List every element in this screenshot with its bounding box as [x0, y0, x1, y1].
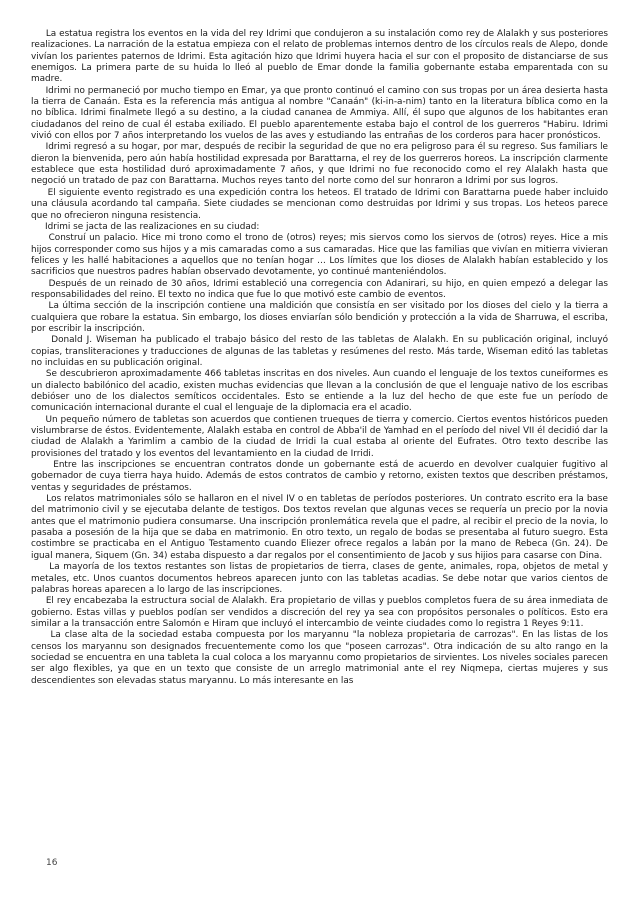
paragraph-wiseman: Donald J. Wiseman ha publicado el trabajo básico del resto de las tabletas de Alalakh. En su publicación original, incluyó copias, transliteraciones y traducciones de algunas de las tabletas y resúmenes del resto. Más tarde, Wiseman editó las tabletas no incluidas en su publicación original. — [31, 335, 611, 368]
paragraph-maryannu: La clase alta de la sociedad estaba compuesta por los maryannu "la nobleza propietaria de carrozas". En las listas de los censos los maryannu son designados frecuentemente como los que "poseen carrozas". Otra indicación de su alto rango en la sociedad se encuentra en una tableta la cual coloca a los maryannu como propietarios de sirvientes. Los niveles sociales parecen ser algo flexibles, ya que en un texto que consiste de un arreglo matrimonial ante el rey Niqmepa, ciertas mujeres y sus descendientes son elevadas status maryannu. Lo más interesante en las — [31, 630, 611, 686]
paragraph-tablets-levels: Se descubrieron aproximadamente 466 tabletas inscritas en dos niveles. Aun cuando el lenguaje de los textos cuneiformes es un dialecto babilónico del acadio, existen muchas evidencias que llevan a la conclusión de que el lenguaje nativo de los escribas debióser uno de los dialectos semíticos occidentales. Esto se entiende a la luz del hecho de que este fue un período de comunicación internacional durante el cual el lenguaje de la diplomacia era el acadio. — [31, 369, 611, 414]
paragraph-hittite-expedition: El siguiente evento registrado es una expedición contra los heteos. El tratado de Idrimi con Barattarna puede haber incluido una cláusula acordando tal campaña. Siete ciudades se mencionan como destruidas por Idrimi y sus tropas. Los heteos parece que no ofrecieron ninguna resistencia. — [31, 187, 611, 221]
paragraph-marriage: Los relatos matrimoniales sólo se hallaron en el nivel IV o en tabletas de períodos posteriores. Un contrato escrito era la base del matrimonio civil y se ejecutaba delante de testigos. Dos textos revelan que algunas veces se requería un precio por la novia antes que el matrimonio pudiera consumarse. Una inscripción pronlemática revela que el padre, al recibir el precio de la novia, lo pasaba a posesión de la hija que se daba en matrimonio. En otro texto, un regalo de bodas se presentaba al futuro suegro. Esta costimbre se practicaba en el Antiguo Testamento cuando Eliezer ofrece regalos a labán por la mano de Rebeca (Gn. 24). De igual manera, Siquem (Gn. 34) estaba dispuesto a dar regalos por el consentimiento de Jacob y sus hijios para casarse con Dina. — [31, 494, 611, 561]
paragraph-coregency: Después de un reinado de 30 años, Idrimi estableció una corregencia con Adanirari, su hijo, en quien empezó a delegar las responsabilidades del reino. El texto no indica que fue lo que motivó este cambio de eventos. — [31, 278, 611, 300]
paragraph-quote-palace: Construí un palacio. Hice mi trono como el trono de (otros) reyes; mis siervos como los siervos de (otros) reyes. Hice a mis hijos corresponder como sus hijos y a mis camaradas como a sus camaradas. Hice que las familias que vivían en mitierra vivieran felices y les hallé habitaciones a aquellos que no tenían hogar … Los límites que los dioses de Alalakh habían establecido y los sacrificios que nuestros padres habían observado devotamente, yo continué manteniéndolos. — [31, 233, 611, 278]
paragraph-curse: La última sección de la inscripción contiene una maldición que consistía en ser visitado por los dioses del cielo y la tierra a cualquiera que robare la estatua. Sin embargo, los dioses enviarían sólo bendición y protección a la vida de Sharruwa, el escriba, por escribir la inscripción. — [31, 301, 611, 334]
paragraph-boast-intro: Idrimi se jacta de las realizaciones en su ciudad: — [31, 221, 260, 232]
body-text — [31, 29, 611, 687]
paragraph-emar-canaan: Idrimi no permaneció por mucho tiempo en Emar, ya que pronto continuó el camino con sus tropas por un área desierta hasta la tierra de Canaán. Esta es la referencia más antigua al nombre "Canaán" (ki-in-a-nim) tanto en la literatura bíblica como en la no bíblica. Idrimi finalmete llegó a su destino, a la ciudad cananea de Ammiya. Allí, él supo que algunos de los habitantes eran ciudadanos del reino de cual él estaba exiliado. El pueblo aparentemente estaba bajo el control de los guerreros "Habiru. Idrimi vivió con ellos por 7 años interpretando los vuelos de las aves y estudiando las entrañas de los corderos para hacer pronósticos. — [31, 85, 611, 142]
page-number: 16 — [46, 858, 58, 868]
paragraph-statue-events: La estatua registra los eventos en la vida del rey Idrimi que condujeron a su instalación como rey de Alalakh y sus posteriores realizaciones. La narración de la estatua empieza con el relato de problemas internos dentro de los círculos reals de Alepo, donde vivían los parientes paternos de Idrimi. Esta agitación hizo que Idrimi huyera hacia el sur con el proposito de distanciarse de sus enemigos. La primera parte de su huida lo lleó al pueblo de Emar donde la familia gobernante estaba emparentada con su madre. — [31, 29, 611, 85]
paragraph-fugitive-contracts: Entre las inscripciones se encuentran contratos donde un gobernante está de acuerdo en devolver cualquier fugitivo al gobernador de cuya tierra haya huido. Además de estos contratos de cambio y retorno, existen textos que describen préstamos, ventas y seguridades de préstamos. — [31, 460, 611, 493]
paragraph-return-home: Idrimi regresó a su hogar, por mar, después de recibir la seguridad de que no era peligroso para él su regreso. Sus familiars le dieron la bienvenida, pero aún había hostilidad expresada por Barattarna, el rey de los guerreros horeos. La inscripción clarmente establece que esta hostilidad duró aproximadamente 7 años, y que Idrimi no fue reconocido como el rey Alalakh hasta que negoció un tratado de paz con Barattarna. Muchos reyes tanto del norte como del sur honraron a Idrimi por sus logros. — [31, 142, 611, 187]
paragraph-trade-agreements: Un pequeño número de tabletas son acuerdos que contienen trueques de tierra y comercio. Ciertos eventos históricos pueden vislumbrarse de éstos. Evidentemente, Alalakh estaba en control de Abba'il de Yamhad en el período del nivel VII él decidió dar la ciudad de Alalakh a Yarimlim a cambio de la ciudad de Irridi la cual estaba al oriente del Eufrates. Otro texto describe las provisiones del tratado y los eventos del levantamiento en la ciudad de Irridi. — [31, 414, 611, 459]
paragraph-lists: La mayoría de los textos restantes son listas de propietarios de tierra, clases de gente, animales, ropa, objetos de metal y metales, etc. Unos cuantos documentos hebreos aparecen junto con las tabletas acadias. Se debe notar que varios cientos de palabras horeas aparecen a lo largo de las inscripciones. — [31, 562, 611, 595]
paragraph-king: El rey encabezaba la estructura social de Alalakh. Era propietario de villas y pueblos completos fuera de su área inmediata de gobierno. Estas villas y pueblos podían ser vendidos a discreción del rey ya sea con propósitos personales o políticos. Esto era similar a la transacción entre Salomón e Hiram que incluyó el intercambio de veinte ciudades como lo registra 1 Reyes 9:11. — [31, 596, 611, 629]
